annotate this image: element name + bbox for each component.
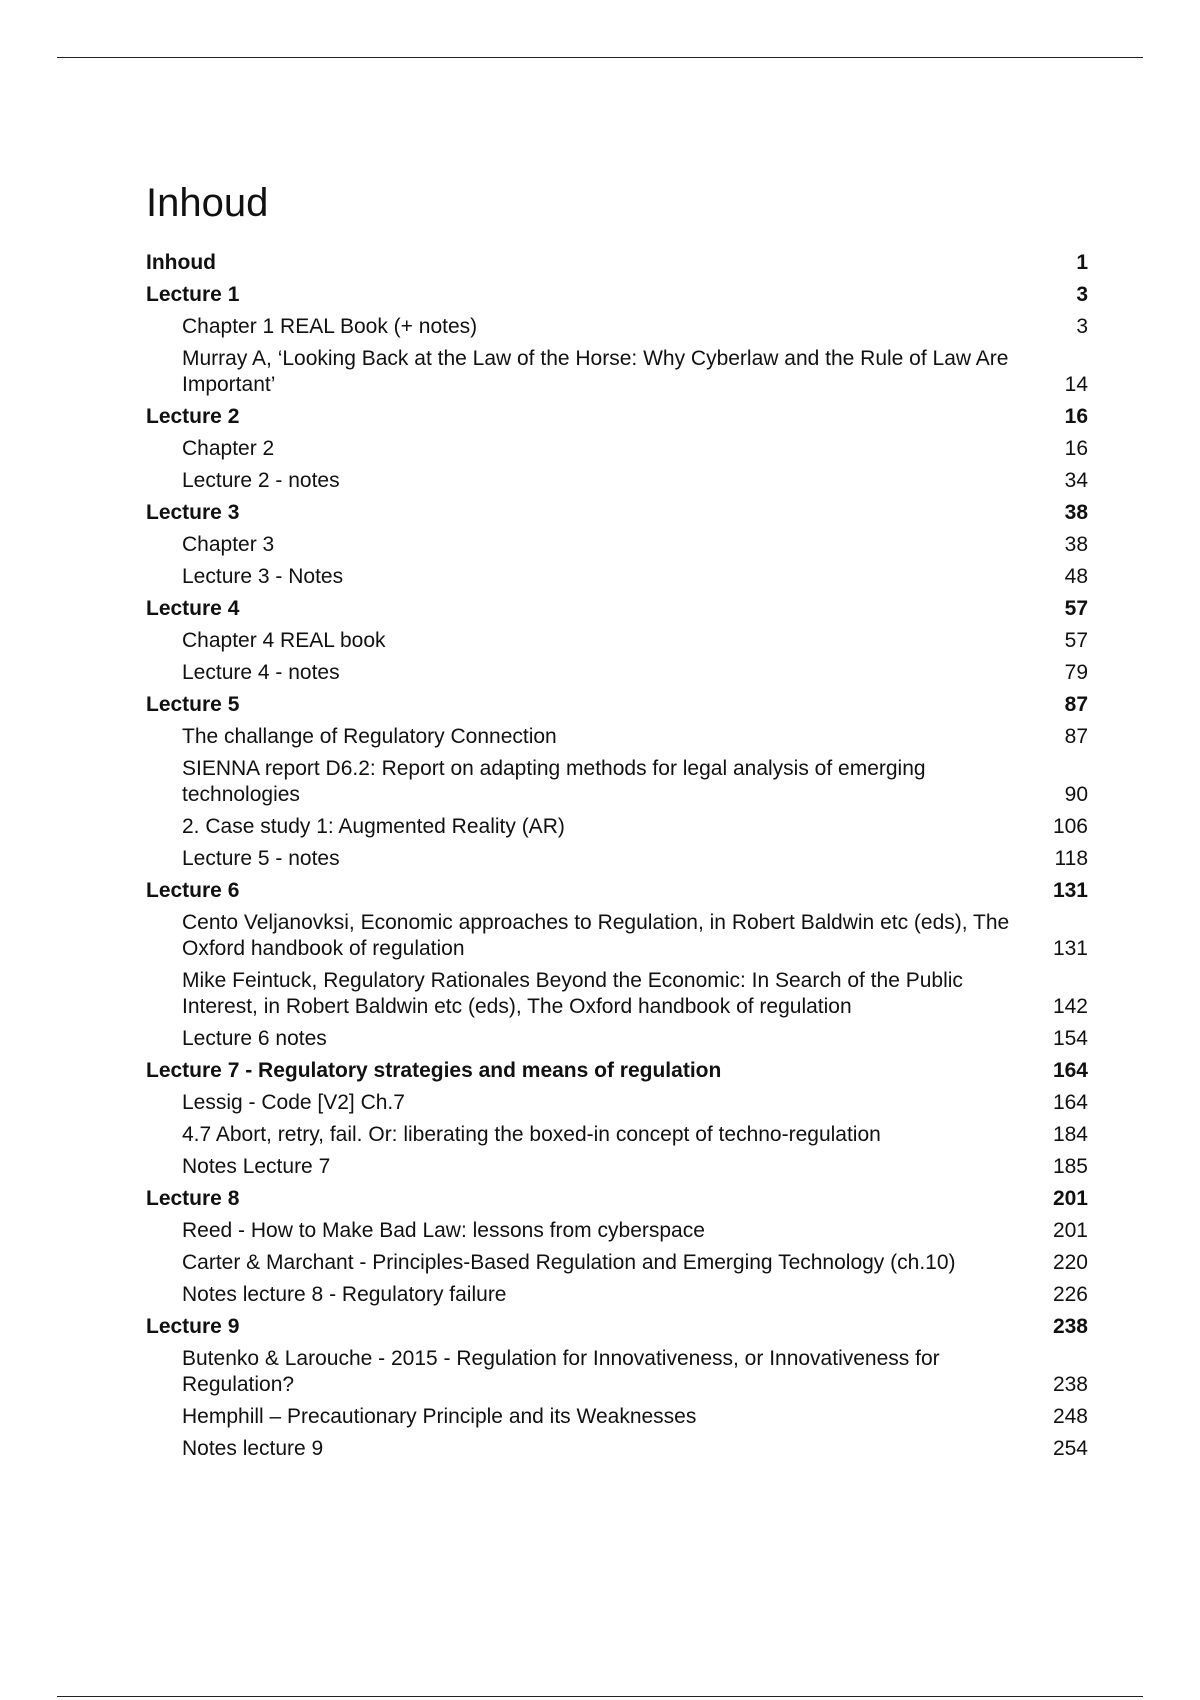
toc-entry-title: Mike Feintuck, Regulatory Rationales Beyond the Economic: In Search of the Public Interest, in Robert Baldwin etc (eds), The Oxford handbook of regulation <box>182 969 963 1018</box>
toc-subsection-entry[interactable] <box>146 468 1088 494</box>
toc-section-entry[interactable] <box>146 500 1088 526</box>
toc-subsection-entry[interactable] <box>146 1122 1088 1148</box>
toc-subsection-entry[interactable] <box>146 1090 1088 1116</box>
toc-entry-title: Carter & Marchant - Principles-Based Regulation and Emerging Technology (ch.10) <box>182 1251 956 1274</box>
toc-entry-page-number: 90 <box>1064 783 1088 806</box>
toc-entry-page-number: 164 <box>1052 1091 1088 1114</box>
toc-entry-page-number: 79 <box>1064 661 1088 684</box>
toc-entry-page-number: 238 <box>1052 1373 1088 1396</box>
toc-entry-page-number: 201 <box>1052 1219 1088 1242</box>
toc-entry-page-number: 48 <box>1064 565 1088 588</box>
toc-section-entry[interactable] <box>146 596 1088 622</box>
toc-subsection-entry[interactable] <box>146 532 1088 558</box>
toc-entry-page-number: 106 <box>1052 815 1088 838</box>
toc-entry-title: Lecture 1 <box>146 283 240 306</box>
toc-entry-title: Lecture 4 <box>146 597 240 620</box>
toc-entry-title: Butenko & Larouche - 2015 - Regulation for Innovativeness, or Innovativeness for Regulation? <box>182 1347 940 1396</box>
toc-entry-title: Lecture 4 - notes <box>182 661 340 684</box>
toc-subsection-entry[interactable] <box>146 564 1088 590</box>
toc-entry-title: Lecture 3 - Notes <box>182 565 344 588</box>
toc-subsection-entry[interactable] <box>146 756 1088 808</box>
toc-entry-title: Reed - How to Make Bad Law: lessons from cyberspace <box>182 1219 705 1242</box>
toc-entry-title: Chapter 1 REAL Book (+ notes) <box>182 315 478 338</box>
toc-entry-page-number: 14 <box>1064 373 1088 396</box>
header-rule <box>57 57 1143 58</box>
toc-entry-page-number: 16 <box>1064 405 1088 428</box>
toc-subsection-entry[interactable] <box>146 1026 1088 1052</box>
toc-entry-page-number: 238 <box>1052 1315 1088 1338</box>
toc-subsection-entry[interactable] <box>146 724 1088 750</box>
toc-entry-title: Lecture 9 <box>146 1315 240 1338</box>
toc-entry-title: Notes Lecture 7 <box>182 1155 331 1178</box>
toc-entry-page-number: 226 <box>1052 1283 1088 1306</box>
footer-rule <box>57 1696 1143 1697</box>
toc-section-entry[interactable] <box>146 692 1088 718</box>
toc-subsection-entry[interactable] <box>146 314 1088 340</box>
toc-entry-page-number: 3 <box>1076 315 1088 338</box>
toc-entry-title: Inhoud <box>146 251 216 274</box>
toc-entry-page-number: 57 <box>1064 597 1088 620</box>
toc-entry-title: Lecture 2 - notes <box>182 469 340 492</box>
toc-subsection-entry[interactable] <box>146 1218 1088 1244</box>
table-of-contents <box>146 250 1088 1468</box>
toc-subsection-entry[interactable] <box>146 346 1088 398</box>
toc-entry-title: Lecture 5 <box>146 693 240 716</box>
toc-section-entry[interactable] <box>146 404 1088 430</box>
toc-subsection-entry[interactable] <box>146 814 1088 840</box>
toc-entry-title: The challange of Regulatory Connection <box>182 725 557 748</box>
toc-entry-title: 2. Case study 1: Augmented Reality (AR) <box>182 815 565 838</box>
toc-entry-page-number: 38 <box>1064 501 1088 524</box>
toc-entry-title: Lecture 3 <box>146 501 240 524</box>
toc-subsection-entry[interactable] <box>146 436 1088 462</box>
toc-entry-page-number: 201 <box>1052 1187 1088 1210</box>
toc-entry-title: Notes lecture 8 - Regulatory failure <box>182 1283 507 1306</box>
toc-entry-title: Chapter 4 REAL book <box>182 629 386 652</box>
toc-subsection-entry[interactable] <box>146 1436 1088 1462</box>
toc-entry-page-number: 34 <box>1064 469 1088 492</box>
toc-entry-title: Lessig - Code [V2] Ch.7 <box>182 1091 405 1114</box>
toc-entry-title: Cento Veljanovksi, Economic approaches to Regulation, in Robert Baldwin etc (eds), The Oxford handbook of regulation <box>182 911 1010 960</box>
toc-entry-page-number: 1 <box>1076 251 1088 274</box>
toc-entry-page-number: 142 <box>1052 995 1088 1018</box>
toc-section-entry[interactable] <box>146 1186 1088 1212</box>
toc-entry-page-number: 154 <box>1052 1027 1088 1050</box>
toc-entry-title: Murray A, ‘Looking Back at the Law of the Horse: Why Cyberlaw and the Rule of Law Are Important’ <box>182 347 1009 396</box>
toc-entry-page-number: 16 <box>1064 437 1088 460</box>
toc-subsection-entry[interactable] <box>146 968 1088 1020</box>
toc-entry-page-number: 248 <box>1052 1405 1088 1428</box>
toc-entry-page-number: 87 <box>1064 725 1088 748</box>
toc-entry-page-number: 118 <box>1054 847 1088 870</box>
toc-subsection-entry[interactable] <box>146 846 1088 872</box>
toc-entry-page-number: 254 <box>1052 1437 1088 1460</box>
toc-subsection-entry[interactable] <box>146 1404 1088 1430</box>
toc-subsection-entry[interactable] <box>146 910 1088 962</box>
toc-section-entry[interactable] <box>146 878 1088 904</box>
toc-entry-page-number: 87 <box>1064 693 1088 716</box>
toc-entry-title: Chapter 2 <box>182 437 275 460</box>
toc-entry-title: Notes lecture 9 <box>182 1437 324 1460</box>
toc-section-entry[interactable] <box>146 250 1088 276</box>
toc-entry-title: Lecture 5 - notes <box>182 847 340 870</box>
toc-entry-title: SIENNA report D6.2: Report on adapting methods for legal analysis of emerging technologies <box>182 757 926 806</box>
toc-subsection-entry[interactable] <box>146 628 1088 654</box>
toc-entry-title: Chapter 3 <box>182 533 275 556</box>
toc-section-entry[interactable] <box>146 282 1088 308</box>
toc-entry-title: 4.7 Abort, retry, fail. Or: liberating the boxed-in concept of techno-regulation <box>182 1123 881 1146</box>
toc-section-entry[interactable] <box>146 1058 1088 1084</box>
toc-entry-page-number: 3 <box>1076 283 1088 306</box>
toc-entry-title: Lecture 7 - Regulatory strategies and means of regulation <box>146 1059 722 1082</box>
toc-entry-page-number: 164 <box>1052 1059 1088 1082</box>
toc-subsection-entry[interactable] <box>146 1282 1088 1308</box>
toc-subsection-entry[interactable] <box>146 660 1088 686</box>
toc-entry-page-number: 131 <box>1052 879 1088 902</box>
toc-entry-title: Lecture 2 <box>146 405 240 428</box>
toc-entry-page-number: 131 <box>1052 937 1088 960</box>
toc-subsection-entry[interactable] <box>146 1154 1088 1180</box>
toc-entry-title: Lecture 6 <box>146 879 240 902</box>
toc-entry-title: Lecture 6 notes <box>182 1027 327 1050</box>
toc-entry-title: Hemphill – Precautionary Principle and its Weaknesses <box>182 1405 697 1428</box>
toc-entry-page-number: 184 <box>1052 1123 1088 1146</box>
toc-entry-page-number: 57 <box>1064 629 1088 652</box>
toc-entry-page-number: 220 <box>1052 1251 1088 1274</box>
toc-entry-title: Lecture 8 <box>146 1187 240 1210</box>
toc-section-entry[interactable] <box>146 1314 1088 1340</box>
toc-subsection-entry[interactable] <box>146 1346 1088 1398</box>
toc-entry-page-number: 185 <box>1052 1155 1088 1178</box>
toc-entry-page-number: 38 <box>1064 533 1088 556</box>
toc-subsection-entry[interactable] <box>146 1250 1088 1276</box>
document-title: Inhoud <box>146 181 269 225</box>
